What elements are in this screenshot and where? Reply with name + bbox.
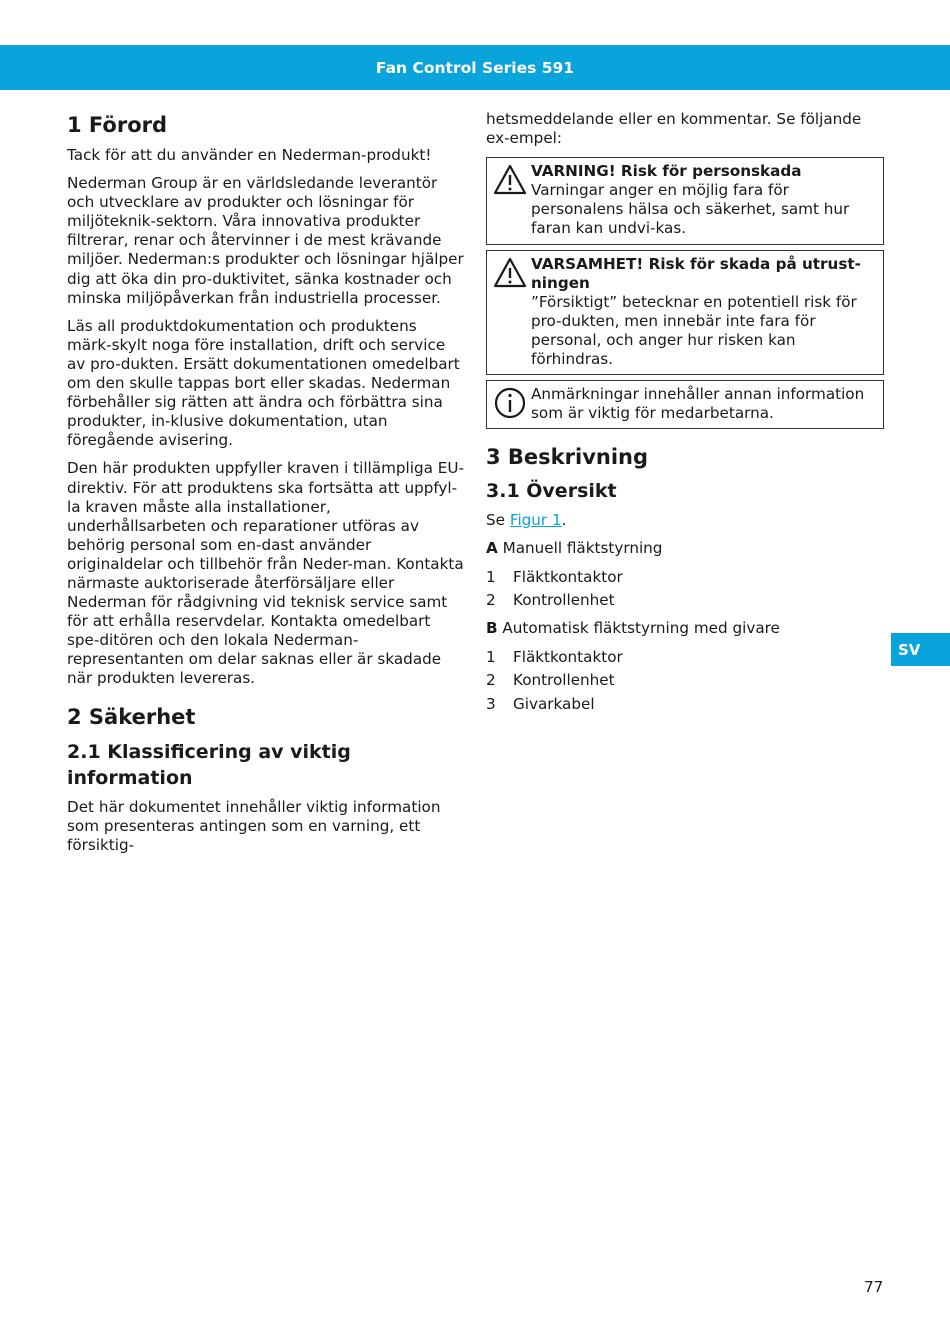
list-item (486, 695, 884, 714)
left-column (67, 110, 465, 864)
section-2-title: 2 Säkerhet (67, 704, 196, 729)
list-item (486, 648, 884, 667)
list-b (486, 648, 884, 715)
section-2-1-paragraph: Det här dokumentet innehåller viktig information som presenteras antingen som en varning, ett försiktig- (67, 797, 441, 854)
list-item-text: Fläktkontaktor (513, 567, 623, 586)
page-header (0, 45, 950, 90)
section-1-paragraph-4: Den här produkten uppfyller kraven i tillämpliga EU-direktiv. För att produktens ska fortsätta att uppfyl-la kraven måste alla installationer, underhållsarbeten och reparationer utföras av behörig personal som en-dast använder originaldelar och tillbehör från Neder-man. Kontakta närmaste auktoriserade återförsäljare eller Nederman för rådgivning vid teknisk service samt för att erhålla reservdelar. Kontakta omedelbart spe-ditören och den lokala Nederman-representanten om delar saknas eller är skadade när produkten levereras. (67, 459, 464, 688)
info-circle-icon (493, 387, 527, 419)
language-tab (891, 633, 950, 666)
warning-notice (486, 157, 884, 244)
see-figure-line (486, 511, 884, 530)
continued-paragraph: hetsmeddelande eller en kommentar. Se följande ex-empel: (486, 110, 862, 148)
group-a-label: Manuell fläktstyrning (497, 539, 663, 558)
right-column (486, 110, 884, 719)
section-3-title: 3 Beskrivning (486, 445, 649, 470)
list-item-number: 2 (486, 591, 496, 610)
warning-triangle-icon (493, 257, 527, 289)
list-a (486, 568, 884, 611)
list-item-number: 3 (486, 695, 496, 714)
list-item (486, 591, 884, 610)
section-3-1-title: 3.1 Översikt (486, 480, 617, 503)
section-2-1-title: 2.1 Klassificering av viktig information (67, 740, 351, 789)
note-notice (486, 380, 884, 429)
list-item-number: 1 (486, 647, 496, 666)
list-item-text: Fläktkontaktor (513, 647, 623, 666)
section-1-paragraph-1: Tack för att du använder en Nederman-produkt! (67, 146, 432, 164)
note-text: Anmärkningar innehåller annan information som är viktig för medarbetarna. (531, 385, 865, 423)
see-suffix: . (561, 511, 567, 530)
group-a-heading (486, 539, 884, 558)
list-item-number: 1 (486, 567, 496, 586)
caution-notice (486, 250, 884, 376)
group-b-letter: B (486, 619, 498, 638)
header-title: Fan Control Series 591 (375, 58, 575, 77)
section-1-paragraph-2: Nederman Group är en världsledande leverantör och utvecklare av produkter och lösningar för miljöteknik-sektorn. Våra innovativa produkter filtrerar, renar och återvinner i de mest krävande miljöer. Nederman:s produkter och lösningar hjälper dig att öka din pro-duktivitet, sänka kostnader och minska miljöpåverkan från industriella processer. (67, 174, 464, 307)
see-prefix: Se (486, 511, 510, 530)
section-1-title: 1 Förord (67, 113, 168, 137)
list-item (486, 568, 884, 587)
list-item-number: 2 (486, 671, 496, 690)
list-item-text: Kontrollenhet (513, 591, 615, 610)
warning-text: Varningar anger en möjlig fara för personalens hälsa och säkerhet, samt hur faran kan undvi-kas. (531, 181, 850, 238)
page-number: 77 (864, 1278, 884, 1296)
caution-title: VARSAMHET! Risk för skada på utrust-ningen (531, 254, 861, 292)
caution-text: ”Försiktigt” betecknar en potentiell risk för pro-dukten, men innebär inte fara för personal, och anger hur risken kan förhindras. (531, 292, 857, 369)
language-tab-label: SV (898, 640, 921, 659)
list-item-text: Givarkabel (513, 695, 595, 714)
section-1-paragraph-3: Läs all produktdokumentation och produktens märk-skylt noga före installation, drift och service av pro-dukten. Ersätt dokumentationen omedelbart om den skulle tappas bort eller skadas. Nederman förbehåller sig rätten att ändra och förbättra sina produkter, in-klusive dokumentation, utan föregående avisering. (67, 316, 460, 450)
warning-triangle-icon (493, 164, 527, 196)
group-a-letter: A (486, 539, 498, 558)
list-item-text: Kontrollenhet (513, 671, 615, 690)
list-item (486, 671, 884, 690)
group-b-label: Automatisk fläktstyrning med givare (497, 619, 780, 638)
group-b-heading (486, 619, 884, 638)
warning-title: VARNING! Risk för personskada (531, 162, 802, 181)
figure-1-link[interactable]: Figur 1 (509, 511, 562, 530)
